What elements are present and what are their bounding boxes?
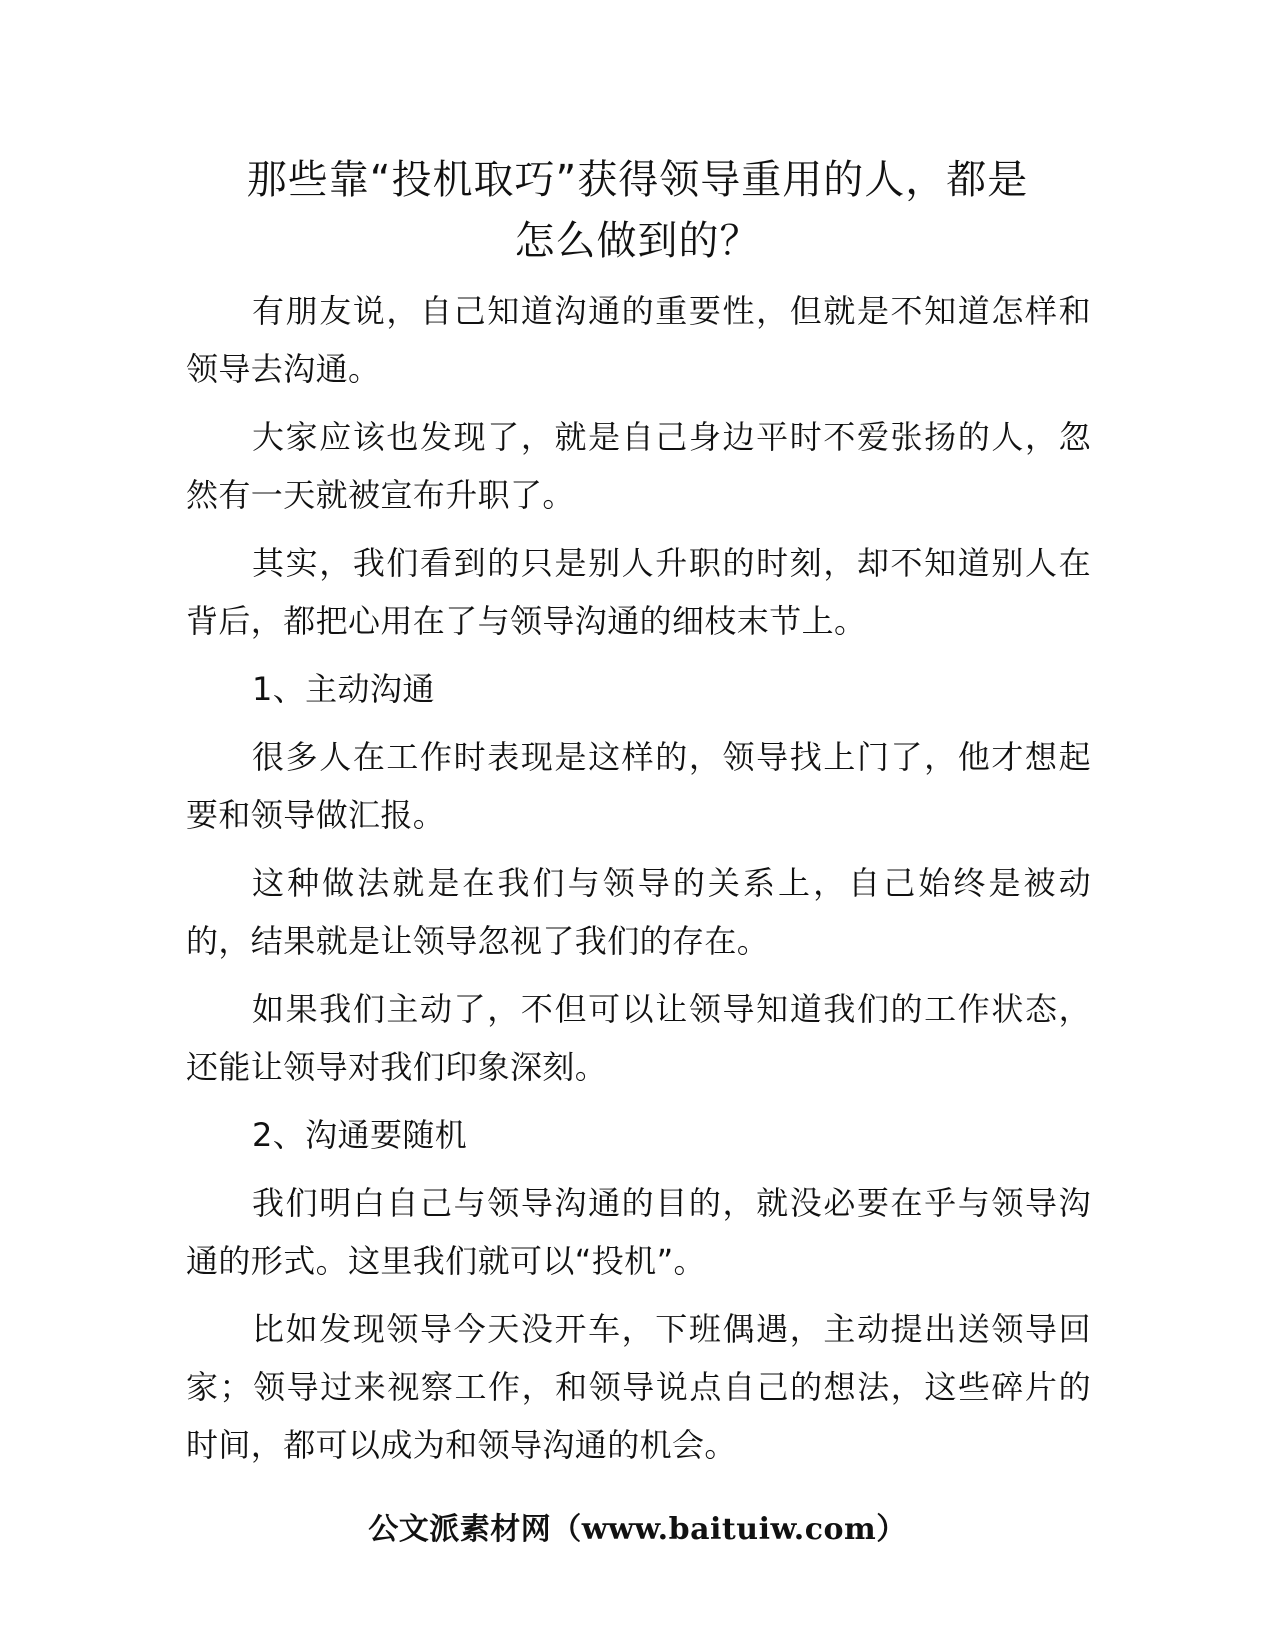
paragraph: 有朋友说，自己知道沟通的重要性，但就是不知道怎样和领导去沟通。	[186, 292, 1091, 388]
paragraph: 我们明白自己与领导沟通的目的，就没必要在乎与领导沟通的形式。这里我们就可以“投机”。	[186, 1184, 1091, 1280]
document-body	[186, 282, 1091, 1484]
paragraph: 如果我们主动了，不但可以让领导知道我们的工作状态，还能让领导对我们印象深刻。	[186, 990, 1091, 1086]
paragraph: 比如发现领导今天没开车，下班偶遇，主动提出送领导回家；领导过来视察工作，和领导说点自己的想法，这些碎片的时间，都可以成为和领导沟通的机会。	[186, 1310, 1091, 1464]
paragraph: 这种做法就是在我们与领导的关系上，自己始终是被动的，结果就是让领导忽视了我们的存在。	[186, 864, 1091, 960]
paragraph: 其实，我们看到的只是别人升职的时刻，却不知道别人在背后，都把心用在了与领导沟通的细枝末节上。	[186, 544, 1091, 640]
footer-watermark: 公文派素材网（www.baituiw.com）	[368, 1512, 907, 1547]
paragraph: 很多人在工作时表现是这样的，领导找上门了，他才想起要和领导做汇报。	[186, 738, 1091, 834]
title-line-1: 那些靠“投机取巧”获得领导重用的人，都是	[246, 157, 1029, 203]
title-line-2: 怎么做到的？	[514, 218, 761, 264]
section-heading: 1、主动沟通	[252, 670, 435, 708]
document-title	[180, 150, 1095, 272]
section-heading: 2、沟通要随机	[252, 1116, 468, 1154]
paragraph: 大家应该也发现了，就是自己身边平时不爱张扬的人，忽然有一天就被宣布升职了。	[186, 418, 1091, 514]
